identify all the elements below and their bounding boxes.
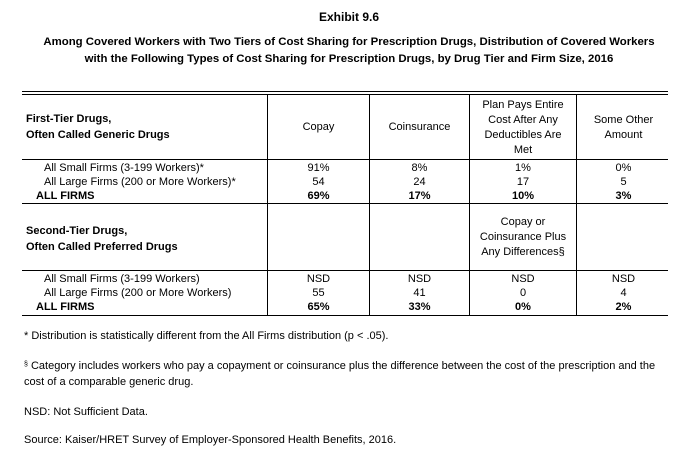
cell-coinsurance: 41 [413,287,426,299]
section1-header-rule [22,159,668,160]
cell-coinsurance: 33% [408,301,431,313]
col-header-copay: Copay [302,121,335,133]
footnote-category-text: Category includes workers who pay a copayment or coinsurance plus the difference between the cost of the prescription and the cost of a comparable generic drug. [24,360,656,388]
row-label: All Small Firms (3-199 Workers) [44,273,200,285]
cell-other: 5 [620,176,627,188]
col-header-copay-or-line2: Coinsurance Plus [479,231,567,243]
title-line-2: with the Following Types of Cost Sharing for Prescription Drugs, by Drug Tier and Firm Size, 2016 [84,53,614,65]
row-label: All Large Firms (200 or More Workers)* [44,176,236,188]
cell-other: 2% [615,301,632,313]
footnote-mark: § [24,361,28,368]
bottom-rule [22,315,668,316]
col-header-plan-pays-line3: Deductibles Are [484,129,562,141]
cell-copay: 91% [307,162,330,174]
section1-heading-line1: First-Tier Drugs, [26,113,112,125]
col-header-copay-or-line1: Copay or [500,216,546,228]
col-header-coinsurance: Coinsurance [388,121,451,133]
col-header-other-line1: Some Other [593,114,654,126]
footnote-nsd: NSD: Not Sufficient Data. [24,406,148,418]
top-rule [22,91,668,92]
table-title [14,34,684,68]
cell-copay-or-coinsurance: NSD [511,273,535,285]
footnote-significance: * Distribution is statistically different from the All Firms distribution (p < .05). [24,330,389,342]
footnote-category [24,358,674,390]
source-note: Source: Kaiser/HRET Survey of Employer-Sponsored Health Benefits, 2016. [24,434,397,446]
row-label: ALL FIRMS [36,190,95,202]
col-header-plan-pays-line1: Plan Pays Entire [482,99,564,111]
cell-other: 0% [615,162,632,174]
cell-plan-pays: 10% [511,190,535,202]
exhibit-label: Exhibit 9.6 [318,10,380,24]
col-header-other-line2: Amount [604,129,643,141]
cell-copay: NSD [306,273,331,285]
cell-other: 3% [615,190,632,202]
cell-plan-pays: 1% [515,162,531,174]
cell-coinsurance: 24 [413,176,426,188]
row-label: All Small Firms (3-199 Workers)* [44,162,204,174]
col-header-other [577,113,670,143]
cell-coinsurance: 8% [411,162,428,174]
cell-copay: 69% [307,190,330,202]
row-label: All Large Firms (200 or More Workers) [44,287,232,299]
cell-other: 4 [620,287,627,299]
row-label: ALL FIRMS [36,301,95,313]
section2-heading-line2: Often Called Preferred Drugs [26,241,178,253]
cell-coinsurance: NSD [407,273,432,285]
section1-heading-line2: Often Called Generic Drugs [26,129,170,141]
cell-copay-or-coinsurance: 0 [519,287,527,299]
cell-other: NSD [611,273,636,285]
section-divider-rule [22,203,668,204]
section2-header-rule [22,270,668,271]
title-line-1: Among Covered Workers with Two Tiers of Cost Sharing for Prescription Drugs, Distribution of Covered Workers [43,36,655,48]
cell-copay: 54 [312,176,325,188]
cell-plan-pays: 17 [516,176,530,188]
section2-heading-line1: Second-Tier Drugs, [26,225,128,237]
col-header-plan-pays [470,98,576,158]
cell-copay: 55 [312,287,325,299]
col-header-plan-pays-line2: Cost After Any [488,114,558,126]
col-header-copay-or-coinsurance [470,215,576,260]
col-header-copay-or-line3: Any Differences§ [481,246,565,258]
cell-copay: 65% [307,301,330,313]
col-header-plan-pays-line4: Met [513,144,533,156]
top-rule-double [22,94,668,95]
cell-copay-or-coinsurance: 0% [515,301,531,313]
cell-coinsurance: 17% [408,190,431,202]
